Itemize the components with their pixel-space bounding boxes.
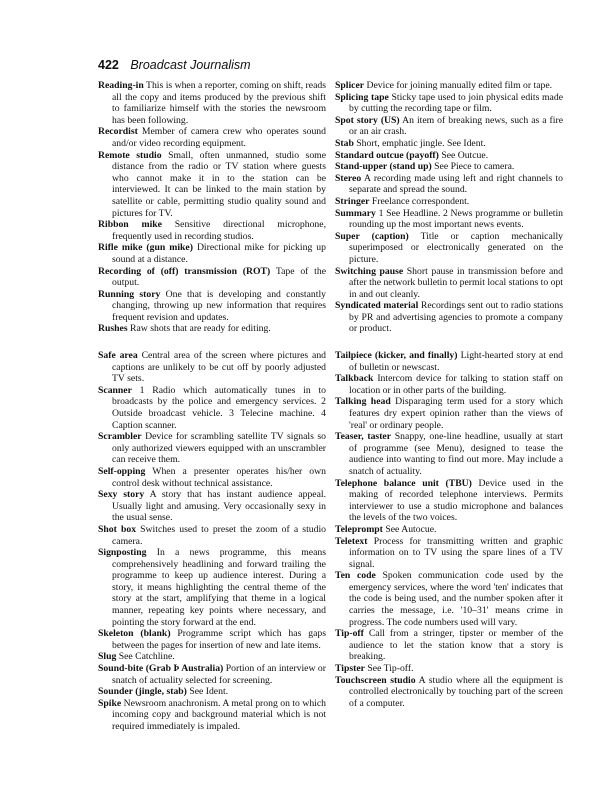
glossary-entry <box>335 161 563 173</box>
glossary-entry <box>335 196 563 208</box>
glossary-column-top-left <box>98 80 326 335</box>
glossary-entry <box>98 385 326 431</box>
glossary-term: Spike <box>98 697 122 709</box>
glossary-entry <box>98 524 326 547</box>
glossary-entry <box>335 300 563 335</box>
glossary-definition: Disparaging term used for a story which features dry expert opinion rather than the views of 'real' or ordinary people. <box>349 396 564 431</box>
glossary-entry <box>98 431 326 466</box>
glossary-entry <box>98 663 326 686</box>
glossary-entry <box>98 242 326 265</box>
glossary-term: Safe area <box>98 350 138 361</box>
glossary-definition: Directional mike for picking up sound at a distance. <box>112 242 326 265</box>
glossary-term: Rifle mike (gun mike) <box>98 242 193 254</box>
glossary-entry <box>98 651 326 663</box>
glossary-entry <box>98 350 326 385</box>
glossary-term: Shot box <box>98 523 137 535</box>
glossary-definition: Light-hearted story at end of bulletin or newscast. <box>349 350 564 373</box>
glossary-definition: A recording made using left and right channels to separate and spread the sound. <box>349 172 564 196</box>
glossary-definition: Freelance correspondent. <box>371 195 470 207</box>
glossary-term: Stringer <box>335 195 370 207</box>
glossary-definition: Snappy, one-line headline, usually at start of programme (see Menu), designed to tease the audience into wanting to find out more. May include a snatch of actuality. <box>349 431 564 477</box>
glossary-term: Remote studio <box>98 149 162 161</box>
glossary-definition: Device for joining manually edited film or tape. <box>366 80 553 91</box>
glossary-term: Switching pause <box>335 265 404 277</box>
glossary-definition: See Catchline. <box>118 651 175 663</box>
glossary-term: Self-opping <box>98 465 146 477</box>
glossary-definition: See Outcue. <box>441 149 489 161</box>
glossary-entry <box>335 92 563 115</box>
glossary-term: Splicing tape <box>335 91 389 103</box>
glossary-entry <box>335 266 563 301</box>
glossary-term: Syndicated material <box>335 300 419 312</box>
glossary-term: Recordist <box>98 126 138 138</box>
glossary-entry <box>98 266 326 289</box>
glossary-term: Ten code <box>335 570 376 582</box>
glossary-term: Teletext <box>335 535 368 547</box>
glossary-term: Reading-in <box>98 80 144 91</box>
glossary-entry <box>98 126 326 149</box>
glossary-column-bottom-left <box>98 350 326 733</box>
running-header <box>98 58 251 72</box>
glossary-entry <box>98 628 326 651</box>
glossary-definition: When a presenter operates his/her own control desk without technical assistance. <box>112 465 326 489</box>
glossary-term: Sounder (jingle, stab) <box>98 686 187 698</box>
glossary-term: Slug <box>98 651 117 663</box>
glossary-term: Signposting <box>98 547 147 559</box>
glossary-definition: Title or caption mechanically superimposed or electronically generated on the picture. <box>349 230 563 265</box>
glossary-entry <box>335 570 563 628</box>
glossary-definition: In a news programme, this means comprehensively headlining and forward trailing the programme to keep up audience interest. During a story, it means highlighting the central theme of the story at the start, amplifying that theme in a logical manner, repeating key points where necessary, and pointing the story forward at the end. <box>112 547 327 628</box>
glossary-term: Sound-bite (Grab Þ Australia) <box>98 663 224 675</box>
glossary-term: Tip-off <box>335 628 364 640</box>
glossary-entry <box>98 219 326 242</box>
glossary-definition: Short pause in transmission before and after the network bulletin to permit local stations to opt in and out cleanly. <box>349 265 563 300</box>
glossary-definition: Device for scrambling satellite TV signals so only authorized viewers equipped with an unscrambler can receive them. <box>112 431 326 466</box>
glossary-term: Splicer <box>335 80 365 91</box>
glossary-entry <box>335 373 563 396</box>
glossary-entry <box>98 150 326 220</box>
glossary-column-bottom-right <box>335 350 563 709</box>
glossary-definition: Recordings sent out to radio stations by PR and advertising agencies to promote a company or product. <box>349 300 563 335</box>
glossary-term: Stand-upper (stand up) <box>335 161 432 173</box>
glossary-definition: A studio where all the equipment is controlled electronically by touching part of the screen of a computer. <box>349 674 563 709</box>
glossary-definition: This is when a reporter, coming on shift, reads all the copy and items produced by the previous shift to familiarize himself with the stories the newsroom has been following. <box>112 80 326 126</box>
glossary-definition: Sensitive directional microphone, frequently used in recording studios. <box>112 219 327 242</box>
glossary-definition: See Ident. <box>189 686 229 698</box>
glossary-entry <box>335 173 563 196</box>
glossary-term: Recording of (off) transmission (ROT) <box>98 265 271 277</box>
glossary-definition: Intercom device for talking to station staff on location or in other parts of the building. <box>349 373 564 396</box>
glossary-term: Scrambler <box>98 431 142 443</box>
glossary-definition: Process for transmitting written and graphic information on to TV using the spare lines of a TV signal. <box>349 535 563 570</box>
glossary-term: Spot story (US) <box>335 114 400 126</box>
glossary-term: Stab <box>335 137 354 149</box>
glossary-term: Standard outcue (payoff) <box>335 149 439 161</box>
glossary-entry <box>98 698 326 733</box>
glossary-entry <box>335 138 563 150</box>
glossary-entry <box>98 80 326 126</box>
glossary-term: Summary <box>335 207 376 219</box>
glossary-entry <box>98 489 326 524</box>
glossary-term: Tipster <box>335 663 365 675</box>
glossary-entry <box>335 208 563 231</box>
glossary-definition: 1 Radio which automatically tunes in to broadcasts by the police and emergency services. 2 Outside broadcast vehicle. 3 Telecine machine. 4 Caption scanner. <box>112 384 327 431</box>
glossary-term: Rushes <box>98 323 128 335</box>
glossary-definition: Tape of the output. <box>112 265 327 289</box>
glossary-entry <box>98 323 326 335</box>
glossary-definition: Portion of an interview or snatch of actuality selected for screening. <box>112 663 326 686</box>
glossary-entry <box>98 547 326 628</box>
glossary-definition: Call from a stringer, tipster or member of the audience to let the station know that a story is breaking. <box>349 628 563 663</box>
glossary-term: Running story <box>98 288 161 300</box>
glossary-term: Teleprompt <box>335 523 383 535</box>
glossary-definition: See Autocue. <box>385 523 437 535</box>
glossary-term: Sexy story <box>98 489 145 501</box>
glossary-entry <box>98 686 326 698</box>
glossary-entry <box>335 350 563 373</box>
glossary-entry <box>335 628 563 663</box>
glossary-entry <box>335 115 563 138</box>
glossary-definition: Member of camera crew who operates sound and/or video recording equipment. <box>112 126 326 149</box>
glossary-term: Talkback <box>335 373 374 385</box>
glossary-definition: One that is developing and constantly changing, throwing up new information that requires frequent revision and updates. <box>112 288 326 323</box>
glossary-definition: Newsroom anachronism. A metal prong on to which incoming copy and background material which is not required immediately is impaled. <box>112 697 327 732</box>
glossary-entry <box>335 396 563 431</box>
glossary-definition: A story that has instant audience appeal. Usually light and amusing. Very occasionally sexy in the usual sense. <box>112 489 327 524</box>
glossary-definition: See Tip-off. <box>367 663 414 675</box>
glossary-definition: Short, emphatic jingle. See Ident. <box>356 137 486 149</box>
glossary-term: Scanner <box>98 384 132 396</box>
glossary-entry <box>335 231 563 266</box>
glossary-definition: See Piece to camera. <box>434 161 515 173</box>
glossary-definition: Device used in the making of recorded telephone interviews. Permits interviewer to use a studio microphone and balances the levels of the two voices. <box>349 477 563 524</box>
glossary-definition: Sticky tape used to join physical edits made by cutting the recording tape or film. <box>349 91 563 115</box>
glossary-entry <box>335 478 563 524</box>
glossary-definition: Switches used to preset the zoom of a studio camera. <box>112 523 326 547</box>
glossary-term: Ribbon mike <box>98 219 162 231</box>
glossary-entry <box>98 289 326 324</box>
glossary-entry <box>335 150 563 162</box>
glossary-definition: Programme script which has gaps between the pages for insertion of new and late items. <box>112 628 326 651</box>
glossary-definition: 1 See Headline. 2 News programme or bulletin rounding up the most important news events. <box>349 207 564 231</box>
glossary-definition: Small, often unmanned, studio some distance from the radio or TV station where guests who cannot make it in to the station can be interviewed. It can be linked to the main station by satellite or cable, permitting studio quality sound and pictures for TV. <box>112 149 327 219</box>
glossary-entry <box>335 80 563 92</box>
glossary-entry <box>335 675 563 710</box>
glossary-definition: Spoken communication code used by the emergency services, where the word 'ten' indicates that the code is being used, and the number spoken after it carries the message, i.e. '10–31' means crime in progress. The code numbers used will vary. <box>349 570 563 628</box>
glossary-term: Talking head <box>335 396 391 408</box>
glossary-definition: Raw shots that are ready for editing. <box>130 323 271 335</box>
glossary-term: Super (caption) <box>335 230 409 242</box>
glossary-entry <box>335 431 563 477</box>
page-number: 422 <box>98 58 119 72</box>
glossary-definition: An item of breaking news, such as a fire or an air crash. <box>349 114 564 138</box>
glossary-entry <box>335 536 563 571</box>
glossary-column-top-right <box>335 80 563 335</box>
glossary-entry <box>98 466 326 489</box>
glossary-term: Touchscreen studio <box>335 674 416 686</box>
glossary-term: Teaser, taster <box>335 431 392 443</box>
glossary-entry <box>335 663 563 675</box>
book-title: Broadcast Journalism <box>130 58 251 72</box>
glossary-entry <box>335 524 563 536</box>
glossary-term: Tailpiece (kicker, and finally) <box>335 350 458 361</box>
glossary-term: Telephone balance unit (TBU) <box>335 477 472 489</box>
glossary-term: Skeleton (blank) <box>98 628 171 640</box>
glossary-definition: Central area of the screen where pictures and captions are unlikely to be cut off by poorly adjusted TV sets. <box>112 350 327 385</box>
glossary-term: Stereo <box>335 172 362 184</box>
